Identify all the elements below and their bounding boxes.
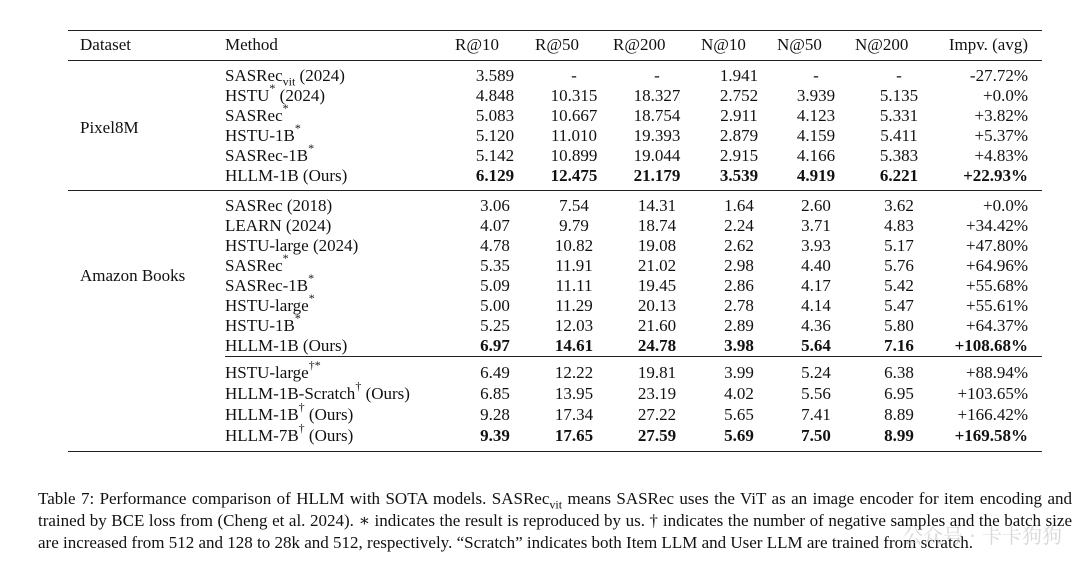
method-cell [225, 357, 455, 384]
impv-cell: +3.82% [974, 106, 1028, 125]
metric-cell: 3.99 [701, 357, 777, 384]
metric-cell: 10.667 [550, 106, 598, 125]
metric-cell: 17.65 [535, 425, 613, 452]
table-row [68, 61, 1042, 87]
metric-cell: 5.142 [475, 146, 515, 165]
impv-cell: +47.80% [966, 236, 1028, 255]
metric-cell: 5.083 [475, 106, 515, 125]
metric-cell: 2.60 [801, 196, 831, 215]
method-name: HSTU-large [225, 363, 309, 382]
method-superscript: * [282, 101, 289, 116]
metric-cell: 6.85 [480, 384, 510, 403]
metric-cell: 2.98 [724, 256, 754, 275]
metric-cell: 5.411 [880, 126, 918, 145]
method-superscript: † [355, 379, 362, 394]
metric-cell: 27.59 [613, 425, 701, 452]
method-name: HLLM-1B (Ours) [225, 166, 348, 185]
metric-cell: 5.80 [884, 316, 914, 335]
method-superscript: † [298, 421, 305, 436]
metric-cell: 4.123 [796, 106, 836, 125]
metric-cell: 4.40 [801, 256, 831, 275]
method-cell [225, 311, 455, 336]
metric-cell: 2.62 [724, 236, 754, 255]
header-n-200: N@200 [855, 31, 943, 61]
impv-cell: +88.94% [943, 357, 1042, 384]
metric-cell: 9.39 [455, 425, 535, 452]
metric-cell: 6.129 [455, 166, 535, 191]
metric-cell: 5.64 [801, 336, 831, 355]
metric-cell: 5.47 [884, 296, 914, 315]
metric-cell: 12.475 [535, 166, 613, 191]
results-table [68, 30, 1042, 452]
method-superscript: * [294, 311, 301, 326]
method-superscript: * [308, 291, 315, 306]
metric-cell: 19.044 [633, 146, 681, 165]
method-superscript: * [294, 121, 301, 136]
metric-cell: 14.31 [637, 196, 677, 215]
metric-cell: 5.120 [475, 126, 515, 145]
impv-cell: -27.72% [969, 66, 1028, 85]
method-cell [225, 236, 455, 256]
method-suffix: (Ours) [304, 426, 354, 445]
impv-cell: +169.58% [943, 425, 1042, 452]
method-subscript: vit [282, 74, 296, 89]
metric-cell: 8.99 [855, 425, 943, 452]
metric-cell: 6.38 [855, 357, 943, 384]
method-cell [225, 121, 455, 146]
method-cell [225, 141, 455, 166]
header-dataset: Dataset [68, 31, 225, 61]
watermark: 公众号 · 卡卡狗狗 [902, 524, 1062, 548]
method-superscript: * [308, 141, 315, 156]
method-superscript: * [269, 81, 276, 96]
method-name: HLLM-1B-Scratch [225, 384, 356, 403]
method-name: HSTU-1B [225, 126, 295, 145]
metric-cell: 5.56 [801, 384, 831, 403]
metric-cell: 4.848 [475, 86, 515, 105]
method-superscript: †* [308, 358, 321, 373]
metric-cell: 2.89 [724, 316, 754, 335]
metric-cell: 1.64 [724, 196, 754, 215]
metric-cell: 4.83 [884, 216, 914, 235]
impv-cell: +55.68% [966, 276, 1028, 295]
metric-cell: 14.61 [554, 336, 594, 355]
metric-cell: 4.02 [724, 384, 754, 403]
method-name: SASRec [225, 106, 283, 125]
method-suffix: (Ours) [361, 384, 410, 403]
metric-cell: 11.29 [555, 296, 593, 315]
metric-cell: 4.919 [777, 166, 855, 191]
impv-cell: +103.65% [957, 384, 1028, 403]
method-name: SASRec [225, 66, 283, 85]
metric-cell: 2.752 [719, 86, 759, 105]
metric-cell: 5.09 [480, 276, 510, 295]
method-cell [225, 216, 455, 236]
metric-cell: 1.941 [719, 66, 759, 85]
impv-cell: +64.37% [966, 316, 1028, 335]
metric-cell: 3.98 [724, 336, 754, 355]
impv-cell: +108.68% [954, 336, 1028, 355]
method-superscript: * [282, 251, 289, 266]
method-cell [225, 191, 455, 217]
metric-cell: 5.42 [884, 276, 914, 295]
method-name: LEARN (2024) [225, 216, 332, 235]
metric-cell: 3.06 [480, 196, 510, 215]
metric-cell: 20.13 [637, 296, 677, 315]
header-r-50: R@50 [535, 31, 613, 61]
metric-cell: 5.383 [879, 146, 919, 165]
metric-cell: 19.08 [637, 236, 677, 255]
metric-cell: 5.135 [879, 86, 919, 105]
metric-cell: 11.010 [550, 126, 598, 145]
method-cell [225, 61, 455, 87]
empty-dataset-cell [68, 404, 225, 425]
metric-cell: 10.899 [550, 146, 598, 165]
method-cell [225, 336, 455, 357]
metric-cell: 6.95 [884, 384, 914, 403]
metric-cell: 7.16 [884, 336, 914, 355]
metric-cell: 3.589 [475, 66, 515, 85]
impv-cell: +55.61% [966, 296, 1028, 315]
method-superscript: † [298, 400, 305, 415]
method-name: HSTU-large (2024) [225, 236, 359, 255]
table-row [68, 425, 1042, 452]
results-table-container [68, 30, 1042, 452]
metric-cell: - [654, 66, 660, 85]
metric-cell: 4.78 [480, 236, 510, 255]
metric-cell: 5.35 [480, 256, 510, 275]
metric-cell: 19.393 [633, 126, 681, 145]
metric-cell: 3.93 [801, 236, 831, 255]
method-name: SASRec-1B [225, 146, 309, 165]
empty-dataset-cell [68, 357, 225, 384]
metric-cell: 21.179 [613, 166, 701, 191]
metric-cell: 18.754 [633, 106, 681, 125]
empty-dataset-cell [68, 425, 225, 452]
table-body [68, 61, 1042, 452]
metric-cell: 5.76 [884, 256, 914, 275]
metric-cell: 18.327 [633, 86, 681, 105]
metric-cell: 3.539 [701, 166, 777, 191]
method-cell [225, 251, 455, 276]
impv-cell: +5.37% [974, 126, 1028, 145]
metric-cell: 27.22 [637, 405, 677, 424]
metric-cell: 23.19 [637, 384, 677, 403]
metric-cell: 4.36 [801, 316, 831, 335]
metric-cell: 12.03 [554, 316, 594, 335]
metric-cell: 5.17 [884, 236, 914, 255]
metric-cell: 4.17 [801, 276, 831, 295]
caption-sub: vit [549, 497, 563, 512]
metric-cell: 4.07 [480, 216, 510, 235]
metric-cell: - [571, 66, 577, 85]
metric-cell: 13.95 [554, 384, 594, 403]
dataset-cell: Amazon Books [80, 266, 186, 286]
method-cell [225, 291, 455, 316]
metric-cell: 11.11 [555, 276, 593, 295]
metric-cell: 9.28 [480, 405, 510, 424]
metric-cell: 21.02 [637, 256, 677, 275]
table-row [68, 357, 1042, 384]
metric-cell: 5.69 [701, 425, 777, 452]
table-header-row [68, 31, 1042, 61]
impv-cell: +0.0% [983, 196, 1028, 215]
header-n-50: N@50 [777, 31, 855, 61]
method-name: HSTU [225, 86, 270, 105]
metric-cell: 7.41 [801, 405, 831, 424]
metric-cell: 2.86 [724, 276, 754, 295]
header-impv-avg: Impv. (avg) [943, 31, 1042, 61]
metric-cell: 7.54 [559, 196, 589, 215]
metric-cell: 9.79 [559, 216, 589, 235]
method-name: HSTU-1B [225, 316, 295, 335]
metric-cell: 3.71 [801, 216, 831, 235]
impv-cell: +34.42% [966, 216, 1028, 235]
method-name: SASRec (2018) [225, 196, 333, 215]
header-r-200: R@200 [613, 31, 701, 61]
method-name: HLLM-7B [225, 426, 299, 445]
method-name: HLLM-1B (Ours) [225, 336, 348, 355]
method-name: SASRec-1B [225, 276, 309, 295]
header-r-10: R@10 [455, 31, 535, 61]
table-row [68, 404, 1042, 425]
metric-cell: 19.45 [637, 276, 677, 295]
caption-part2: means SASRec uses the ViT as an image encoder for item encoding and trained by BCE loss from (Cheng et al. 2024). ∗ indicates the result is reproduced by us. † indicates the number of negative samples and the batch size are increased from 512 and 128 to 28k and 512, respectively. “Scratch” indicates both Item LLM and User LLM are trained from scratch. [38, 489, 1072, 552]
metric-cell: 6.97 [480, 336, 510, 355]
metric-cell: 5.331 [879, 106, 919, 125]
impv-cell: +166.42% [957, 405, 1028, 424]
metric-cell: 4.159 [796, 126, 836, 145]
header-n-10: N@10 [701, 31, 777, 61]
metric-cell: 2.78 [724, 296, 754, 315]
method-superscript: * [308, 271, 315, 286]
metric-cell: 3.62 [884, 196, 914, 215]
metric-cell: 11.91 [555, 256, 593, 275]
metric-cell: 4.14 [801, 296, 831, 315]
metric-cell: 8.89 [884, 405, 914, 424]
impv-cell: +64.96% [966, 256, 1028, 275]
method-name: HSTU-large [225, 296, 309, 315]
method-suffix: (Ours) [304, 405, 354, 424]
method-cell [225, 400, 455, 425]
metric-cell: 21.60 [637, 316, 677, 335]
empty-dataset-cell [68, 383, 225, 404]
metric-cell: - [813, 66, 819, 85]
metric-cell: 3.939 [796, 86, 836, 105]
metric-cell: 12.22 [535, 357, 613, 384]
metric-cell: 5.24 [777, 357, 855, 384]
method-name: HLLM-1B [225, 405, 299, 424]
dataset-cell: Pixel8M [68, 61, 225, 191]
metric-cell: 2.911 [720, 106, 758, 125]
metric-cell: 17.34 [554, 405, 594, 424]
table-row [68, 383, 1042, 404]
method-name: SASRec [225, 256, 283, 275]
metric-cell: 19.81 [613, 357, 701, 384]
metric-cell: 18.74 [637, 216, 677, 235]
impv-cell: +22.93% [943, 166, 1042, 191]
method-cell [225, 271, 455, 296]
method-cell [225, 166, 455, 191]
metric-cell: 10.82 [554, 236, 594, 255]
method-cell [225, 421, 455, 452]
method-suffix: (2024) [295, 66, 345, 85]
metric-cell: 2.879 [719, 126, 759, 145]
metric-cell: 2.915 [719, 146, 759, 165]
caption-part1: Table 7: Performance comparison of HLLM with SOTA models. SASRec [38, 489, 550, 508]
metric-cell: 24.78 [637, 336, 677, 355]
table-row [68, 191, 1042, 217]
metric-cell: - [896, 66, 902, 85]
metric-cell: 5.25 [480, 316, 510, 335]
metric-cell: 6.49 [455, 357, 535, 384]
metric-cell: 10.315 [550, 86, 598, 105]
impv-cell: +0.0% [983, 86, 1028, 105]
header-method: Method [225, 31, 455, 61]
metric-cell: 6.221 [855, 166, 943, 191]
metric-cell: 5.00 [480, 296, 510, 315]
metric-cell: 4.166 [796, 146, 836, 165]
metric-cell: 2.24 [724, 216, 754, 235]
method-cell [225, 101, 455, 126]
impv-cell: +4.83% [974, 146, 1028, 165]
method-cell [225, 379, 455, 404]
metric-cell: 5.65 [724, 405, 754, 424]
metric-cell: 7.50 [777, 425, 855, 452]
method-suffix: (2024) [275, 86, 325, 105]
